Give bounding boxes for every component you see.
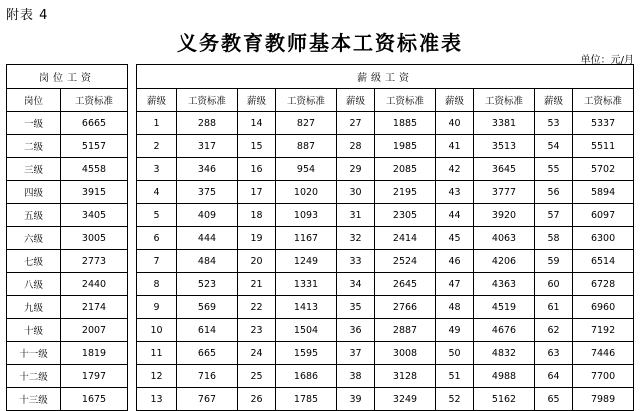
grade-salary-cell: 1020 xyxy=(276,181,337,204)
grade-salary-cell: 827 xyxy=(276,112,337,135)
post-level-cell: 七级 xyxy=(7,250,61,273)
grade-column-header: 薪级 xyxy=(436,89,474,112)
grade-salary-cell: 3777 xyxy=(474,181,535,204)
table-row xyxy=(137,365,634,388)
table-row xyxy=(7,112,128,135)
grade-salary-cell: 288 xyxy=(177,112,238,135)
grade-number-cell: 27 xyxy=(337,112,375,135)
grade-number-cell: 17 xyxy=(238,181,276,204)
grade-salary-cell: 954 xyxy=(276,158,337,181)
grade-number-cell: 21 xyxy=(238,273,276,296)
grade-salary-cell: 2085 xyxy=(375,158,436,181)
grade-salary-cell: 2414 xyxy=(375,227,436,250)
grade-number-cell: 33 xyxy=(337,250,375,273)
grade-number-cell: 41 xyxy=(436,135,474,158)
post-salary-cell: 4558 xyxy=(61,158,128,181)
grade-number-cell: 5 xyxy=(137,204,177,227)
grade-number-cell: 43 xyxy=(436,181,474,204)
grade-number-cell: 2 xyxy=(137,135,177,158)
grade-salary-cell: 6728 xyxy=(573,273,634,296)
grade-number-cell: 60 xyxy=(535,273,573,296)
table-row xyxy=(137,250,634,273)
unit-label: 单位：元/月 xyxy=(580,55,634,66)
table-row xyxy=(7,296,128,319)
table-row xyxy=(137,112,634,135)
grade-number-cell: 30 xyxy=(337,181,375,204)
grade-number-cell: 34 xyxy=(337,273,375,296)
grade-salary-cell: 2887 xyxy=(375,319,436,342)
post-salary-cell: 6665 xyxy=(61,112,128,135)
grade-salary-cell: 346 xyxy=(177,158,238,181)
grade-number-cell: 25 xyxy=(238,365,276,388)
table-row xyxy=(137,342,634,365)
document-title: 义务教育教师基本工资标准表 xyxy=(177,31,463,55)
grade-salary-cell: 5511 xyxy=(573,135,634,158)
grade-number-cell: 61 xyxy=(535,296,573,319)
grade-salary-cell: 6097 xyxy=(573,204,634,227)
grade-number-cell: 16 xyxy=(238,158,276,181)
post-level-cell: 五级 xyxy=(7,204,61,227)
grade-number-cell: 58 xyxy=(535,227,573,250)
grade-number-cell: 62 xyxy=(535,319,573,342)
grade-number-cell: 55 xyxy=(535,158,573,181)
grade-salary-cell: 3920 xyxy=(474,204,535,227)
post-salary-cell: 2773 xyxy=(61,250,128,273)
grade-number-cell: 12 xyxy=(137,365,177,388)
grade-number-cell: 32 xyxy=(337,227,375,250)
grade-salary-cell: 1413 xyxy=(276,296,337,319)
table-row xyxy=(7,227,128,250)
grade-salary-cell: 4988 xyxy=(474,365,535,388)
grade-number-cell: 22 xyxy=(238,296,276,319)
grade-salary-cell: 3381 xyxy=(474,112,535,135)
grade-salary-table xyxy=(136,64,634,411)
post-salary-cell: 5157 xyxy=(61,135,128,158)
grade-salary-cell: 569 xyxy=(177,296,238,319)
grade-number-cell: 38 xyxy=(337,365,375,388)
grade-number-cell: 48 xyxy=(436,296,474,319)
grade-salary-cell: 3128 xyxy=(375,365,436,388)
grade-number-cell: 57 xyxy=(535,204,573,227)
post-level-cell: 二级 xyxy=(7,135,61,158)
grade-salary-cell: 6514 xyxy=(573,250,634,273)
post-salary-cell: 1675 xyxy=(61,388,128,411)
grade-number-cell: 29 xyxy=(337,158,375,181)
grade-salary-column-header: 工资标准 xyxy=(474,89,535,112)
table-row xyxy=(7,388,128,411)
grade-salary-cell: 5337 xyxy=(573,112,634,135)
table-row xyxy=(7,181,128,204)
grade-number-cell: 3 xyxy=(137,158,177,181)
grade-number-cell: 46 xyxy=(436,250,474,273)
grade-number-cell: 24 xyxy=(238,342,276,365)
grade-number-cell: 9 xyxy=(137,296,177,319)
grade-salary-cell: 1093 xyxy=(276,204,337,227)
grade-number-cell: 63 xyxy=(535,342,573,365)
post-salary-table xyxy=(6,64,128,411)
grade-number-cell: 36 xyxy=(337,319,375,342)
grade-number-cell: 45 xyxy=(436,227,474,250)
post-salary-cell: 2174 xyxy=(61,296,128,319)
grade-number-cell: 8 xyxy=(137,273,177,296)
table-row xyxy=(137,158,634,181)
grade-number-cell: 14 xyxy=(238,112,276,135)
grade-number-cell: 13 xyxy=(137,388,177,411)
grade-salary-cell: 887 xyxy=(276,135,337,158)
table-row xyxy=(7,319,128,342)
grade-salary-cell: 665 xyxy=(177,342,238,365)
grade-number-cell: 42 xyxy=(436,158,474,181)
grade-number-cell: 40 xyxy=(436,112,474,135)
grade-number-cell: 18 xyxy=(238,204,276,227)
table-row xyxy=(137,204,634,227)
post-salary-cell: 3005 xyxy=(61,227,128,250)
grade-salary-cell: 4363 xyxy=(474,273,535,296)
grade-number-cell: 54 xyxy=(535,135,573,158)
grade-salary-cell: 3513 xyxy=(474,135,535,158)
table-row xyxy=(7,135,128,158)
grade-salary-cell: 2766 xyxy=(375,296,436,319)
grade-number-cell: 23 xyxy=(238,319,276,342)
grade-number-cell: 59 xyxy=(535,250,573,273)
post-salary-cell: 1797 xyxy=(61,365,128,388)
grade-salary-column-header: 工资标准 xyxy=(573,89,634,112)
table-row xyxy=(137,227,634,250)
post-level-cell: 六级 xyxy=(7,227,61,250)
post-salary-cell: 2007 xyxy=(61,319,128,342)
post-level-cell: 四级 xyxy=(7,181,61,204)
grade-number-cell: 35 xyxy=(337,296,375,319)
grade-salary-cell: 5894 xyxy=(573,181,634,204)
table-row xyxy=(137,181,634,204)
grade-salary-cell: 7989 xyxy=(573,388,634,411)
grade-salary-cell: 1504 xyxy=(276,319,337,342)
grade-column-header: 薪级 xyxy=(535,89,573,112)
post-salary-column-header: 工资标准 xyxy=(61,89,128,112)
table-row xyxy=(137,273,634,296)
table-row xyxy=(137,319,634,342)
table-row xyxy=(7,204,128,227)
grade-number-cell: 10 xyxy=(137,319,177,342)
post-level-cell: 十二级 xyxy=(7,365,61,388)
appendix-label: 附表 4 xyxy=(6,8,49,23)
grade-salary-cell: 317 xyxy=(177,135,238,158)
grade-salary-column-header: 工资标准 xyxy=(276,89,337,112)
grade-salary-cell: 2645 xyxy=(375,273,436,296)
post-salary-cell: 2440 xyxy=(61,273,128,296)
grade-number-cell: 28 xyxy=(337,135,375,158)
grade-salary-cell: 1885 xyxy=(375,112,436,135)
table-row xyxy=(137,135,634,158)
grade-number-cell: 7 xyxy=(137,250,177,273)
grade-number-cell: 56 xyxy=(535,181,573,204)
grade-salary-cell: 1249 xyxy=(276,250,337,273)
grade-column-header: 薪级 xyxy=(238,89,276,112)
post-level-cell: 三级 xyxy=(7,158,61,181)
grade-salary-cell: 3008 xyxy=(375,342,436,365)
grade-number-cell: 53 xyxy=(535,112,573,135)
grade-salary-cell: 1331 xyxy=(276,273,337,296)
grade-salary-cell: 1595 xyxy=(276,342,337,365)
grade-number-cell: 19 xyxy=(238,227,276,250)
grade-number-cell: 49 xyxy=(436,319,474,342)
grade-column-header: 薪级 xyxy=(137,89,177,112)
grade-salary-cell: 484 xyxy=(177,250,238,273)
grade-salary-cell: 523 xyxy=(177,273,238,296)
grade-salary-cell: 409 xyxy=(177,204,238,227)
post-level-cell: 九级 xyxy=(7,296,61,319)
post-level-cell: 十三级 xyxy=(7,388,61,411)
grade-salary-cell: 1985 xyxy=(375,135,436,158)
post-column-header: 岗位 xyxy=(7,89,61,112)
grade-number-cell: 51 xyxy=(436,365,474,388)
table-row xyxy=(7,250,128,273)
grade-salary-cell: 6960 xyxy=(573,296,634,319)
grade-number-cell: 31 xyxy=(337,204,375,227)
grade-number-cell: 39 xyxy=(337,388,375,411)
grade-salary-column-header: 工资标准 xyxy=(375,89,436,112)
table-row xyxy=(7,273,128,296)
grade-number-cell: 47 xyxy=(436,273,474,296)
grade-salary-cell: 1785 xyxy=(276,388,337,411)
grade-salary-cell: 3645 xyxy=(474,158,535,181)
grade-number-cell: 52 xyxy=(436,388,474,411)
grade-number-cell: 4 xyxy=(137,181,177,204)
grade-number-cell: 50 xyxy=(436,342,474,365)
grade-salary-cell: 716 xyxy=(177,365,238,388)
post-level-cell: 十一级 xyxy=(7,342,61,365)
grade-number-cell: 37 xyxy=(337,342,375,365)
grade-number-cell: 64 xyxy=(535,365,573,388)
grade-salary-cell: 444 xyxy=(177,227,238,250)
grade-salary-cell: 2195 xyxy=(375,181,436,204)
grade-salary-cell: 4063 xyxy=(474,227,535,250)
table-row xyxy=(137,388,634,411)
grade-salary-cell: 5162 xyxy=(474,388,535,411)
grade-number-cell: 6 xyxy=(137,227,177,250)
grade-number-cell: 1 xyxy=(137,112,177,135)
grade-salary-cell: 4206 xyxy=(474,250,535,273)
grade-salary-cell: 4676 xyxy=(474,319,535,342)
table-row xyxy=(7,365,128,388)
grade-salary-cell: 2524 xyxy=(375,250,436,273)
post-level-cell: 八级 xyxy=(7,273,61,296)
grade-salary-cell: 7700 xyxy=(573,365,634,388)
post-salary-cell: 1819 xyxy=(61,342,128,365)
post-level-cell: 十级 xyxy=(7,319,61,342)
grade-salary-cell: 3249 xyxy=(375,388,436,411)
post-level-cell: 一级 xyxy=(7,112,61,135)
grade-salary-cell: 7446 xyxy=(573,342,634,365)
grade-salary-cell: 767 xyxy=(177,388,238,411)
post-salary-group-header: 岗位工资 xyxy=(7,65,128,89)
grade-number-cell: 15 xyxy=(238,135,276,158)
grade-salary-column-header: 工资标准 xyxy=(177,89,238,112)
table-row xyxy=(137,296,634,319)
grade-column-header: 薪级 xyxy=(337,89,375,112)
post-salary-cell: 3405 xyxy=(61,204,128,227)
grade-salary-cell: 4519 xyxy=(474,296,535,319)
grade-number-cell: 20 xyxy=(238,250,276,273)
grade-salary-cell: 7192 xyxy=(573,319,634,342)
grade-number-cell: 11 xyxy=(137,342,177,365)
grade-number-cell: 65 xyxy=(535,388,573,411)
grade-salary-cell: 5702 xyxy=(573,158,634,181)
post-salary-cell: 3915 xyxy=(61,181,128,204)
grade-number-cell: 44 xyxy=(436,204,474,227)
grade-salary-cell: 2305 xyxy=(375,204,436,227)
grade-number-cell: 26 xyxy=(238,388,276,411)
table-row xyxy=(7,158,128,181)
grade-salary-cell: 1686 xyxy=(276,365,337,388)
grade-salary-cell: 4832 xyxy=(474,342,535,365)
grade-salary-cell: 375 xyxy=(177,181,238,204)
grade-salary-group-header: 薪级工资 xyxy=(137,65,634,89)
grade-salary-cell: 6300 xyxy=(573,227,634,250)
grade-salary-cell: 614 xyxy=(177,319,238,342)
grade-salary-cell: 1167 xyxy=(276,227,337,250)
table-row xyxy=(7,342,128,365)
